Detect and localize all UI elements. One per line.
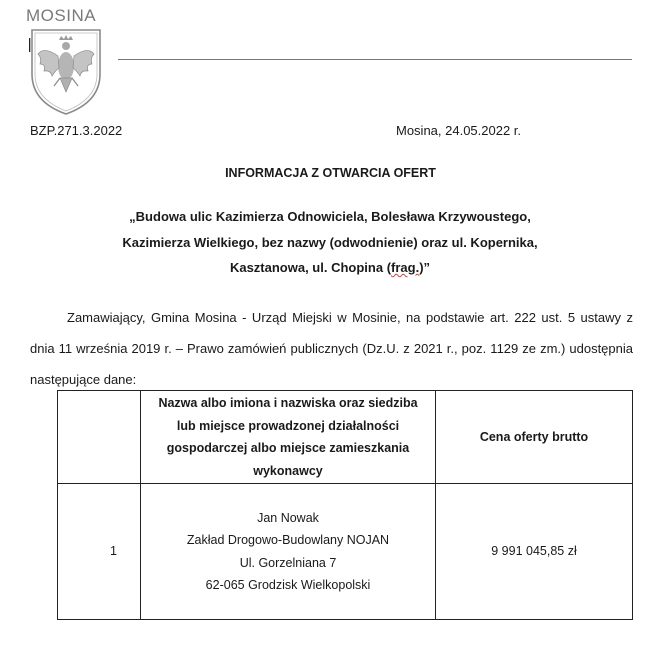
logo-text: MOSINA	[26, 6, 97, 25]
spellcheck-word: frag.	[391, 260, 420, 275]
contractor-company: Zakład Drogowo-Budowlany NOJAN	[186, 533, 390, 547]
table-header-row	[58, 391, 633, 484]
header-contractor: Nazwa albo imiona i nazwiska oraz siedziba lub miejsce prowadzonej działalności gospodarczej albo miejsce zamieszkania wykonawcy	[141, 391, 436, 484]
header-divider	[118, 59, 632, 60]
contractor-city: 62-065 Grodzisk Wielkopolski	[205, 578, 371, 592]
subject-line-2: Kazimierza Wielkiego, bez nazwy (odwodnienie) oraz ul. Kopernika,	[122, 234, 538, 250]
row-number-text: 1	[110, 543, 117, 558]
row-number	[58, 484, 141, 620]
subject	[80, 204, 580, 281]
subject-line-1: „Budowa ulic Kazimierza Odnowiciela, Bolesława Krzywoustego,	[129, 209, 531, 224]
offers-table	[57, 390, 633, 620]
price-cell: 9 991 045,85 zł	[436, 484, 633, 620]
place-date: Mosina, 24.05.2022 r.	[396, 123, 522, 138]
header-price: Cena oferty brutto	[436, 391, 633, 484]
table-row	[58, 484, 633, 620]
subject-line-3	[80, 255, 580, 281]
reference-number: BZP.271.3.2022	[30, 123, 123, 138]
contractor-street: Ul. Gorzelniana 7	[239, 555, 337, 570]
subject-line-3-pre: Kasztanowa, ul. Chopina (	[229, 260, 392, 275]
eagle-crest-icon	[26, 26, 106, 116]
body-paragraph: Zamawiający, Gmina Mosina - Urząd Miejski w Mosinie, na podstawie art. 222 ust. 5 ustawy z dnia 11 września 2019 r. – Prawo zamówień publicznych (Dz.U. z 2021 r., poz. 1129 ze zm.) udostępnia następujące dane:	[30, 310, 633, 387]
document-title: INFORMACJA Z OTWARCIA OFERT	[225, 166, 436, 180]
header-number	[58, 391, 141, 484]
contractor-cell	[141, 484, 436, 620]
contractor-name: Jan Nowak	[257, 510, 319, 525]
subject-line-3-post: )”	[419, 260, 431, 275]
